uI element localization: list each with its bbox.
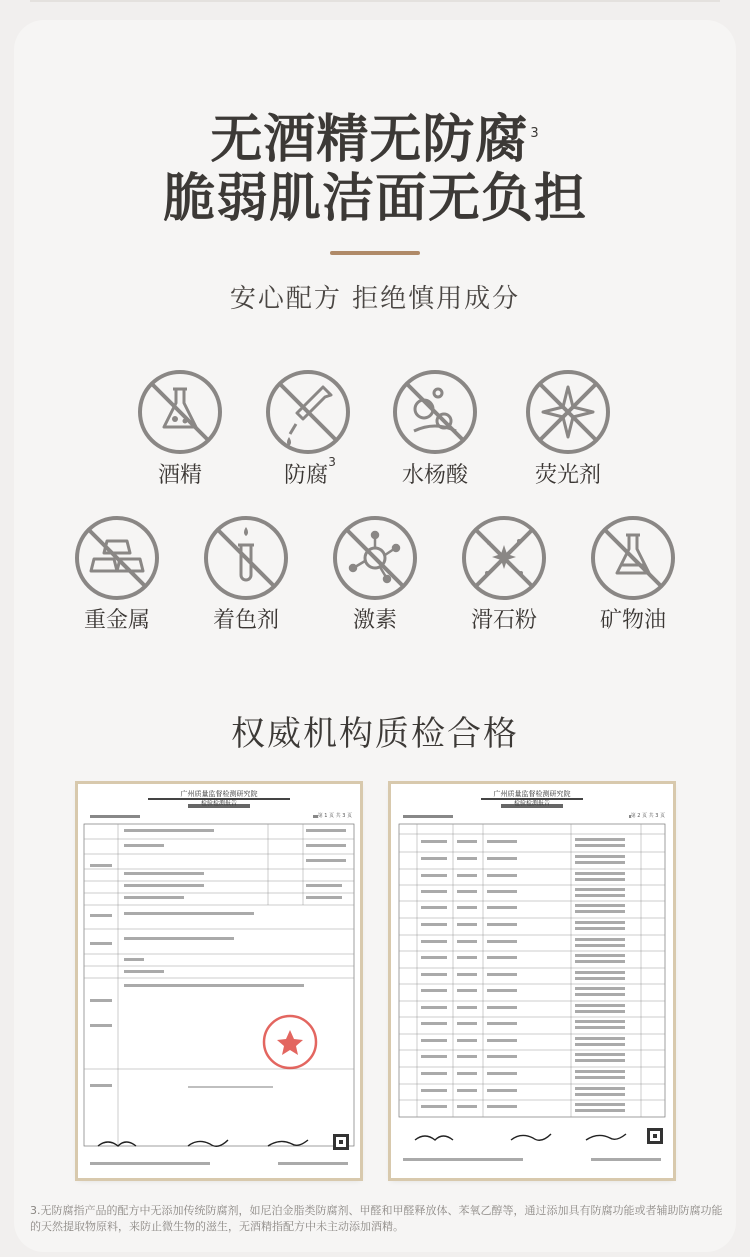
report-subtitle: 检验检测报告 — [200, 800, 237, 807]
report-document-image — [391, 784, 673, 1178]
test-report-page-2 — [391, 784, 673, 1178]
oil-flask-icon — [590, 515, 676, 601]
metal-bars-icon — [74, 515, 160, 601]
test-tube-icon — [203, 515, 289, 601]
sparkle-icon — [525, 369, 611, 455]
accent-divider — [330, 251, 420, 255]
top-divider — [30, 0, 720, 2]
ingredient-label-hormone: 激素 — [352, 608, 397, 633]
ingredient-label-mineral-oil: 矿物油 — [599, 608, 666, 633]
powder-icon — [461, 515, 547, 601]
footnote: 3.无防腐指产品的配方中无添加传统防腐剂，如尼泊金脂类防腐剂、甲醛和甲醛释放体、苯氧乙醇等，通过添加具有防腐功能或者辅助防腐功能的天然提取物原料，来防止微生物的滋生，无酒精指配方中未主动添加酒精。 — [30, 1204, 723, 1233]
headline-line2: 脆弱肌洁面无负担 — [162, 169, 587, 229]
report-document-image — [78, 784, 360, 1178]
molecule-icon — [332, 515, 418, 601]
flask-icon — [137, 369, 223, 455]
ingredient-label-preservative: 防腐$^3$ — [284, 455, 336, 488]
report-title: 广州质量监督检测研究院 — [391, 790, 673, 798]
ingredient-label-salicylic-acid: 水杨酸 — [401, 463, 468, 488]
headline-line1: 无酒精无防腐 $^3$ — [210, 110, 540, 170]
dropper-icon — [265, 369, 351, 455]
report-page-number: 第 1 页 共 3 页 — [317, 813, 352, 819]
report-title: 广州质量监督检测研究院 — [78, 790, 360, 798]
ingredient-label-fluorescent-agent: 荧光剂 — [534, 463, 601, 488]
report-page-number: 第 2 页 共 3 页 — [630, 813, 665, 819]
bubbles-icon — [392, 369, 478, 455]
ingredient-label-heavy-metal: 重金属 — [83, 608, 150, 633]
section-title: 权威机构质检合格 — [231, 714, 519, 754]
report-subtitle: 检验检测报告 — [513, 800, 550, 807]
ingredient-label-alcohol: 酒精 — [157, 463, 202, 488]
subheading: 安心配方 拒绝慎用成分 — [229, 284, 521, 314]
ingredient-label-talc: 滑石粉 — [470, 608, 537, 633]
ingredient-label-colorant: 着色剂 — [212, 608, 279, 633]
test-report-page-1 — [78, 784, 360, 1178]
